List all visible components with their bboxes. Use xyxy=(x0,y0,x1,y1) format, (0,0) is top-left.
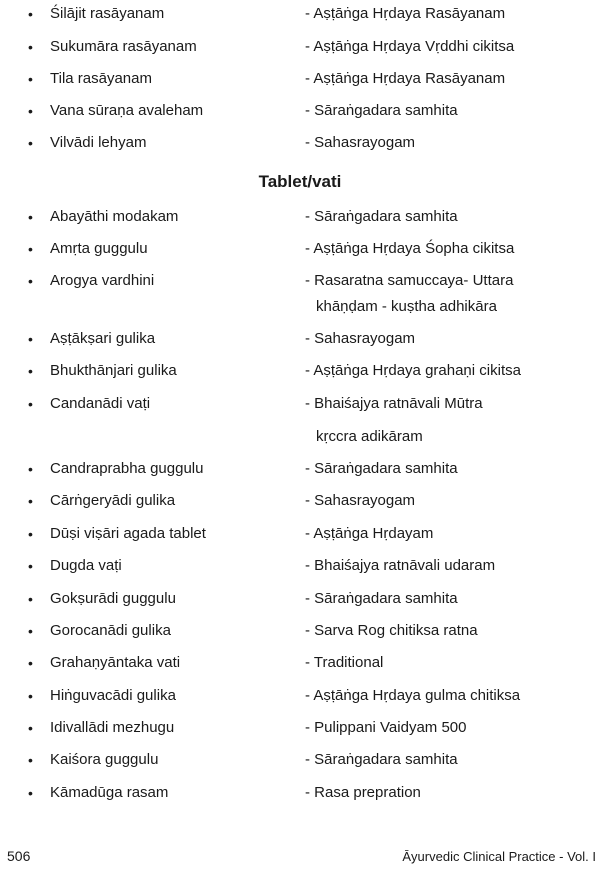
entry-name: Dūṣi viṣāri agada tablet xyxy=(50,525,206,542)
entry-name: Aṣṭākṣari gulika xyxy=(50,330,156,347)
entry-source-continuation: khāṇḍam - kuṣtha adhikāra xyxy=(316,298,497,315)
bullet: • xyxy=(28,241,33,257)
entry-source: - Sahasrayogam xyxy=(305,330,416,347)
bullet: • xyxy=(28,623,33,639)
entry-source: - Sāraṅgadara samhita xyxy=(305,590,458,607)
bullet: • xyxy=(28,558,33,574)
entry-source-continuation: kṛccra adikāram xyxy=(316,428,423,445)
section-heading: Tablet/vati xyxy=(258,172,342,191)
list-item xyxy=(0,392,600,416)
entry-source: - Aṣṭāṅga Hṛdaya grahaṇi cikitsa xyxy=(305,362,521,379)
entry-source: - Aṣṭāṅga Hṛdayam xyxy=(305,525,434,542)
page-number: 506 xyxy=(7,848,31,864)
bullet: • xyxy=(28,209,33,225)
list-item xyxy=(0,67,600,91)
list-item xyxy=(0,651,600,675)
entry-name: Grahaṇyāntaka vati xyxy=(50,654,181,671)
list-item xyxy=(0,489,600,513)
entry-source: - Sahasrayogam xyxy=(305,492,416,509)
entry-name: Candraprabha guggulu xyxy=(50,460,204,477)
bullet: • xyxy=(28,135,33,151)
bullet: • xyxy=(28,752,33,768)
list-item xyxy=(0,748,600,772)
entry-source: - Aṣṭāṅga Hṛdaya Rasāyanam xyxy=(305,5,506,22)
entry-source: - Pulippani Vaidyam 500 xyxy=(305,719,467,736)
entry-name: Śilājit rasāyanam xyxy=(50,5,165,22)
entry-source: - Aṣṭāṅga Hṛdaya Vṛddhi cikitsa xyxy=(305,38,515,55)
entry-name: Kāmadūga rasam xyxy=(50,784,169,801)
bullet: • xyxy=(28,493,33,509)
entry-name: Gorocanādi gulika xyxy=(50,622,171,639)
entry-source: - Rasaratna samuccaya- Uttara xyxy=(305,272,514,289)
entry-source: - Sāraṅgadara samhita xyxy=(305,208,458,225)
entry-name: Sukumāra rasāyanam xyxy=(50,38,197,55)
running-title: Āyurvedic Clinical Practice - Vol. I xyxy=(402,849,596,864)
entry-source: - Rasa prepration xyxy=(305,784,421,801)
entry-source: - Traditional xyxy=(305,654,384,671)
entry-name: Hiṅguvacādi gulika xyxy=(50,687,176,704)
entry-name: Kaiśora guggulu xyxy=(50,751,159,768)
entry-source: - Sarva Rog chitiksa ratna xyxy=(305,622,478,639)
bullet: • xyxy=(28,6,33,22)
entry-name: Bhukthānjari gulika xyxy=(50,362,177,379)
bullet: • xyxy=(28,331,33,347)
entry-name: Candanādi vaṭi xyxy=(50,395,151,412)
list-item xyxy=(0,554,600,578)
entry-source: - Sāraṅgadara samhita xyxy=(305,460,458,477)
entry-name: Idivallādi mezhugu xyxy=(50,719,175,736)
bullet: • xyxy=(28,591,33,607)
bullet: • xyxy=(28,526,33,542)
entry-name: Cārṅgeryādi gulika xyxy=(50,492,176,509)
entry-name: Amṛta guggulu xyxy=(50,240,148,257)
entry-source: - Sāraṅgadara samhita xyxy=(305,102,458,119)
bullet: • xyxy=(28,273,33,289)
bullet: • xyxy=(28,363,33,379)
entry-name: Abayāthi modakam xyxy=(50,208,179,225)
bullet: • xyxy=(28,720,33,736)
entry-source: - Bhaiśajya ratnāvali udaram xyxy=(305,557,496,574)
list-item xyxy=(0,619,600,643)
bullet: • xyxy=(28,103,33,119)
list-item xyxy=(0,327,600,351)
list-item xyxy=(0,35,600,59)
list-item xyxy=(0,587,600,611)
bullet: • xyxy=(28,785,33,801)
list-item xyxy=(0,781,600,805)
entry-source: - Aṣṭāṅga Hṛdaya gulma chitiksa xyxy=(305,687,521,704)
entry-name: Arogya vardhini xyxy=(50,272,155,289)
entry-name: Tila rasāyanam xyxy=(50,70,152,87)
entry-name: Vilvādi lehyam xyxy=(50,134,147,151)
entry-source: - Aṣṭāṅga Hṛdaya Rasāyanam xyxy=(305,70,506,87)
entry-name: Gokṣurādi guggulu xyxy=(50,590,176,607)
list-item xyxy=(0,522,600,546)
entry-source: - Sāraṅgadara samhita xyxy=(305,751,458,768)
list-item xyxy=(0,131,600,155)
list-item xyxy=(0,716,600,740)
list-item xyxy=(0,457,600,481)
list-item xyxy=(0,99,600,123)
entry-name: Dugda vaṭi xyxy=(50,557,122,574)
list-item xyxy=(0,237,600,261)
bullet: • xyxy=(28,461,33,477)
list-item xyxy=(0,2,600,26)
bullet: • xyxy=(28,39,33,55)
list-item xyxy=(0,205,600,229)
entry-name: Vana sūraṇa avaleham xyxy=(50,102,204,119)
entry-source: - Sahasrayogam xyxy=(305,134,416,151)
bullet: • xyxy=(28,688,33,704)
bullet: • xyxy=(28,655,33,671)
entry-source: - Bhaiśajya ratnāvali Mūtra xyxy=(305,395,483,412)
list-item xyxy=(0,269,600,293)
entry-source: - Aṣṭāṅga Hṛdaya Śopha cikitsa xyxy=(305,240,515,257)
list-item xyxy=(0,359,600,383)
bullet: • xyxy=(28,71,33,87)
bullet: • xyxy=(28,396,33,412)
list-item xyxy=(0,684,600,708)
